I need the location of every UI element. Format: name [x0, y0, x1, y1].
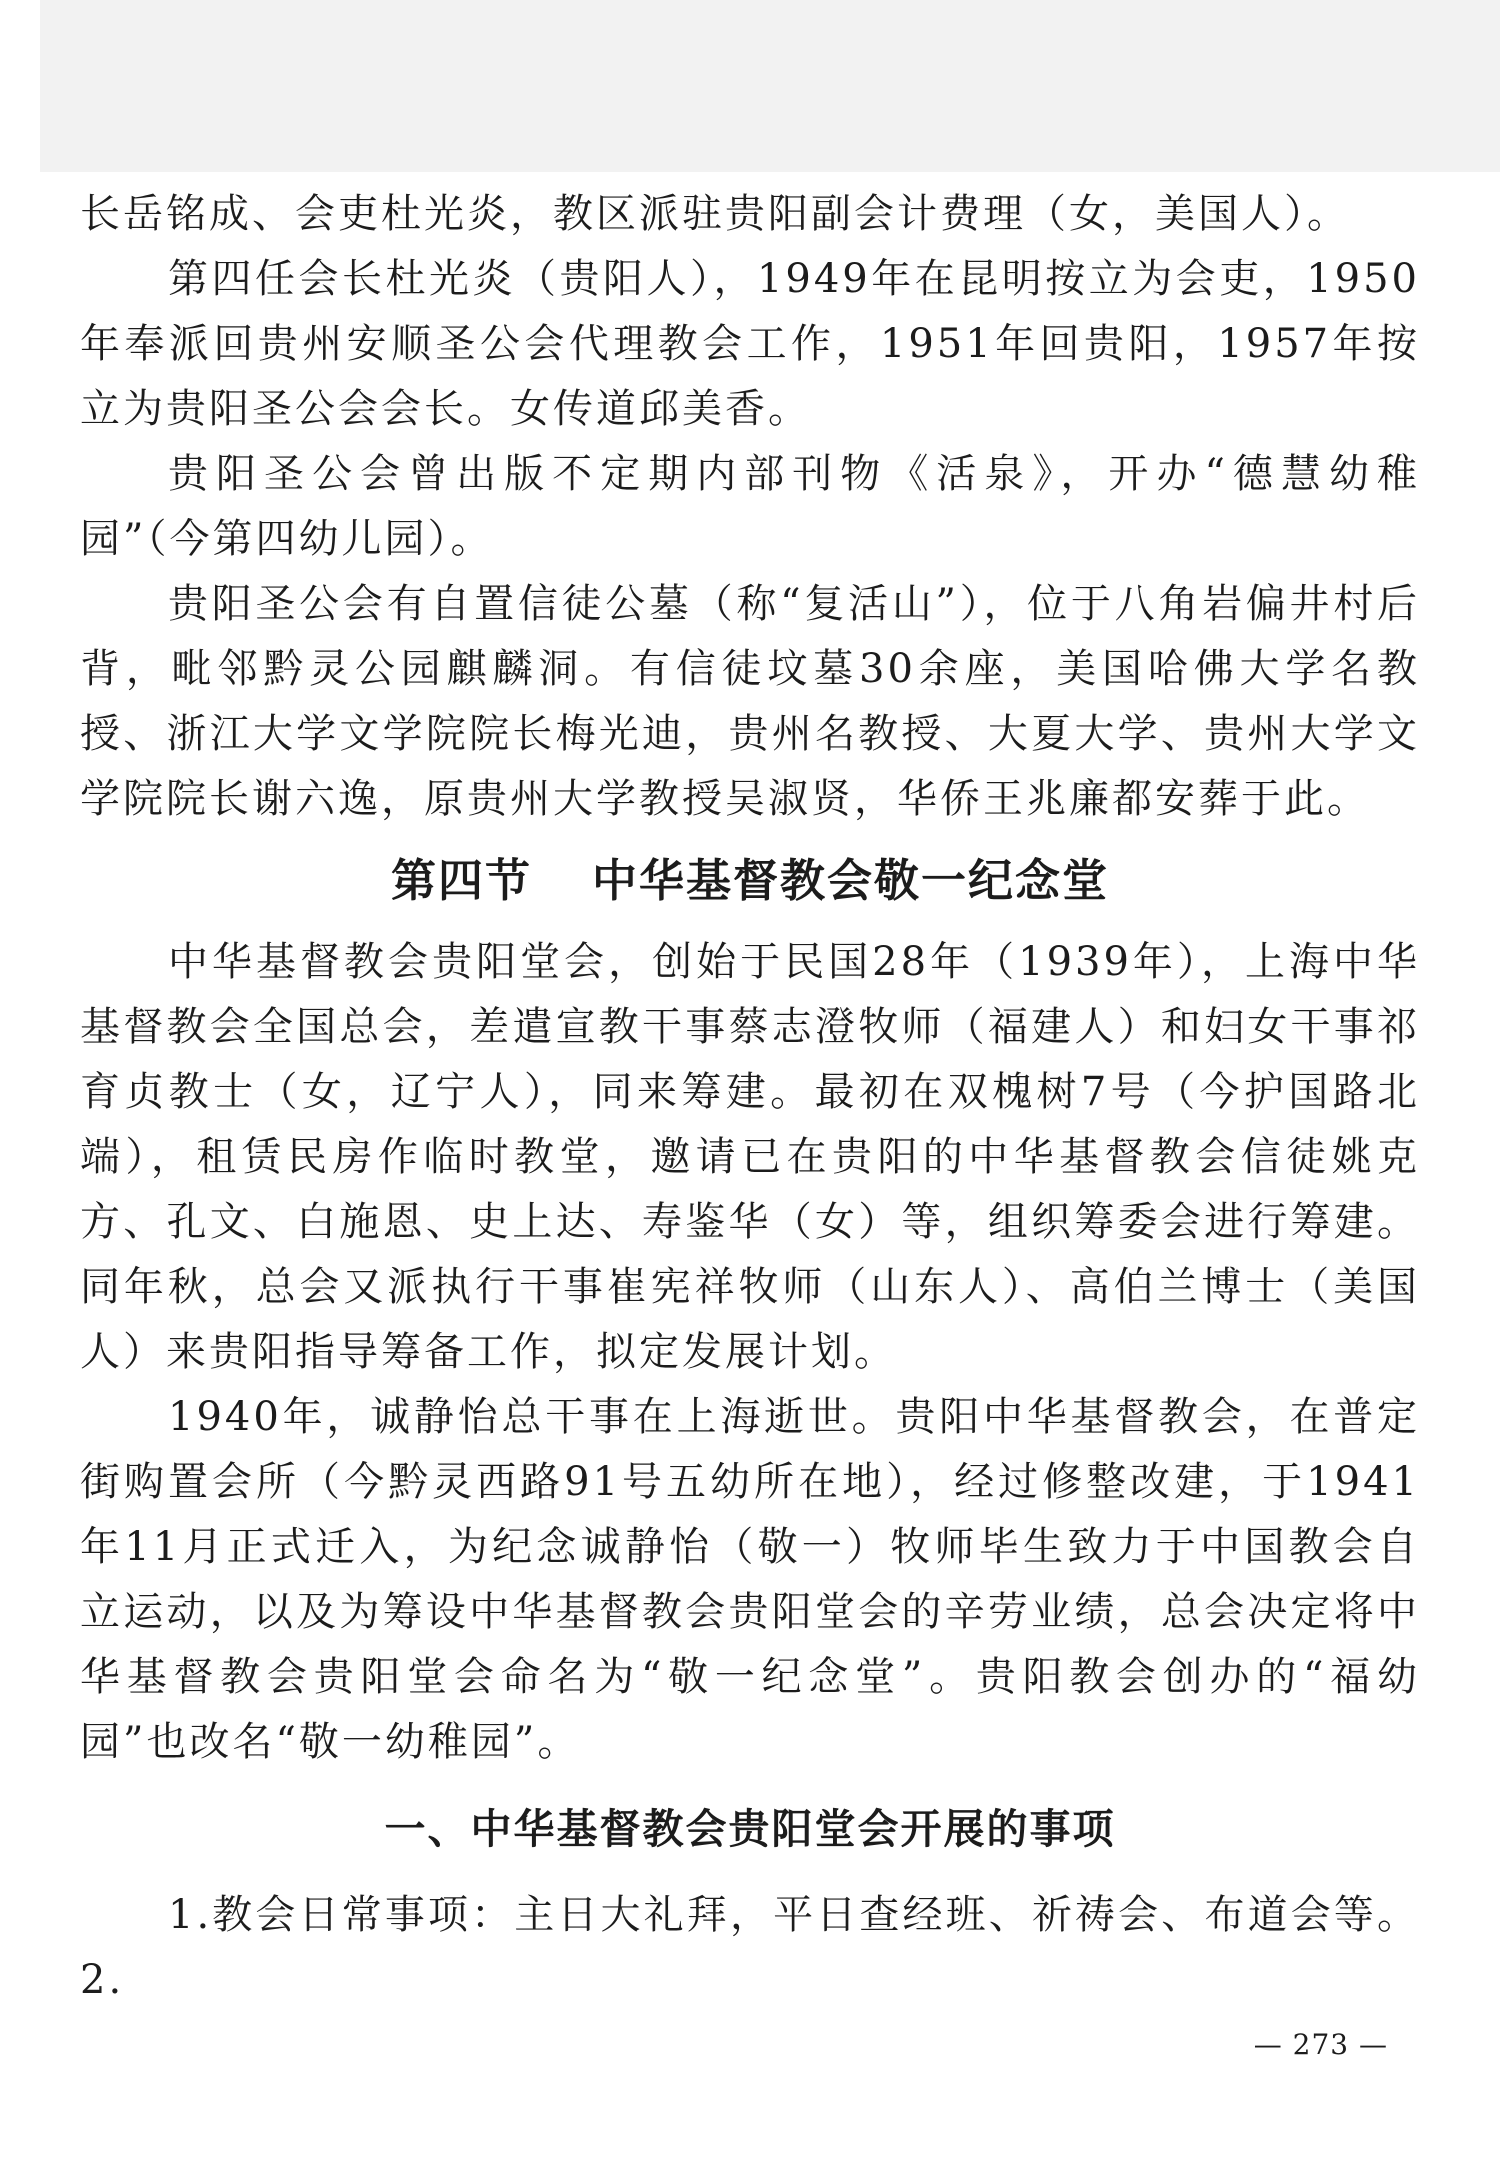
section-heading: [80, 832, 1420, 930]
paragraph-jingyi-memorial: 1940年，诚静怡总干事在上海逝世。贵阳中华基督教会，在普定街购置会所（今黔灵西路91号五幼所在地），经过修整改建，于1941年11月正式迁入，为纪念诚静怡（敬一）牧师毕生致力于中国教会自立运动，以及为筹设中华基督教会贵阳堂会的辛劳业绩，总会决定将中华基督教会贵阳堂会命名为“敬一纪念堂”。贵阳教会创办的“福幼园”也改名“敬一幼稚园”。: [80, 1394, 1420, 1765]
paragraph-founding: 中华基督教会贵阳堂会，创始于民国28年（1939年），上海中华基督教会全国总会，差遣宣教干事蔡志澄牧师（福建人）和妇女干事祁育贞教士（女，辽宁人），同来筹建。最初在双槐树7号（今护国路北端），租赁民房作临时教堂，邀请已在贵阳的中华基督教会信徒姚克方、孔文、白施恩、史上达、寿鉴华（女）等，组织筹委会进行筹建。同年秋，总会又派执行干事崔宪祥牧师（山东人）、高伯兰博士（美国人）来贵阳指导筹备工作，拟定发展计划。: [80, 939, 1420, 1375]
page-number: — 273 —: [1253, 2028, 1388, 2061]
paragraph-cemetery: 贵阳圣公会有自置信徒公墓（称“复活山”），位于八角岩偏井村后背，毗邻黔灵公园麒麟洞。有信徒坟墓30余座，美国哈佛大学名教授、浙江大学文学院院长梅光迪，贵州名教授、大夏大学、贵州大学文学院院长谢六逸，原贵州大学教授吴淑贤，华侨王兆廉都安葬于此。: [80, 581, 1420, 822]
section-number: 第四节: [390, 854, 532, 907]
scan-top-shading: [40, 0, 1500, 172]
paragraph-activities: 1.教会日常事项：主日大礼拜，平日查经班、祈祷会、布道会等。2.: [80, 1892, 1420, 2003]
paragraph-continued: 长岳铭成、会吏杜光炎，教区派驻贵阳副会计费理（女，美国人）。: [80, 191, 1350, 237]
book-page: [80, 182, 1420, 2013]
paragraph-publications: 贵阳圣公会曾出版不定期内部刊物《活泉》，开办“德慧幼稚园”（今第四幼儿园）。: [80, 451, 1420, 562]
subsection-heading: 一、中华基督教会贵阳堂会开展的事项: [384, 1805, 1116, 1853]
section-title: 中华基督教会敬一纪念堂: [592, 854, 1110, 907]
paragraph-fourth-rector: 第四任会长杜光炎（贵阳人），1949年在昆明按立为会吏，1950年奉派回贵州安顺圣公会代理教会工作，1951年回贵阳，1957年按立为贵阳圣公会会长。女传道邱美香。: [80, 256, 1420, 432]
